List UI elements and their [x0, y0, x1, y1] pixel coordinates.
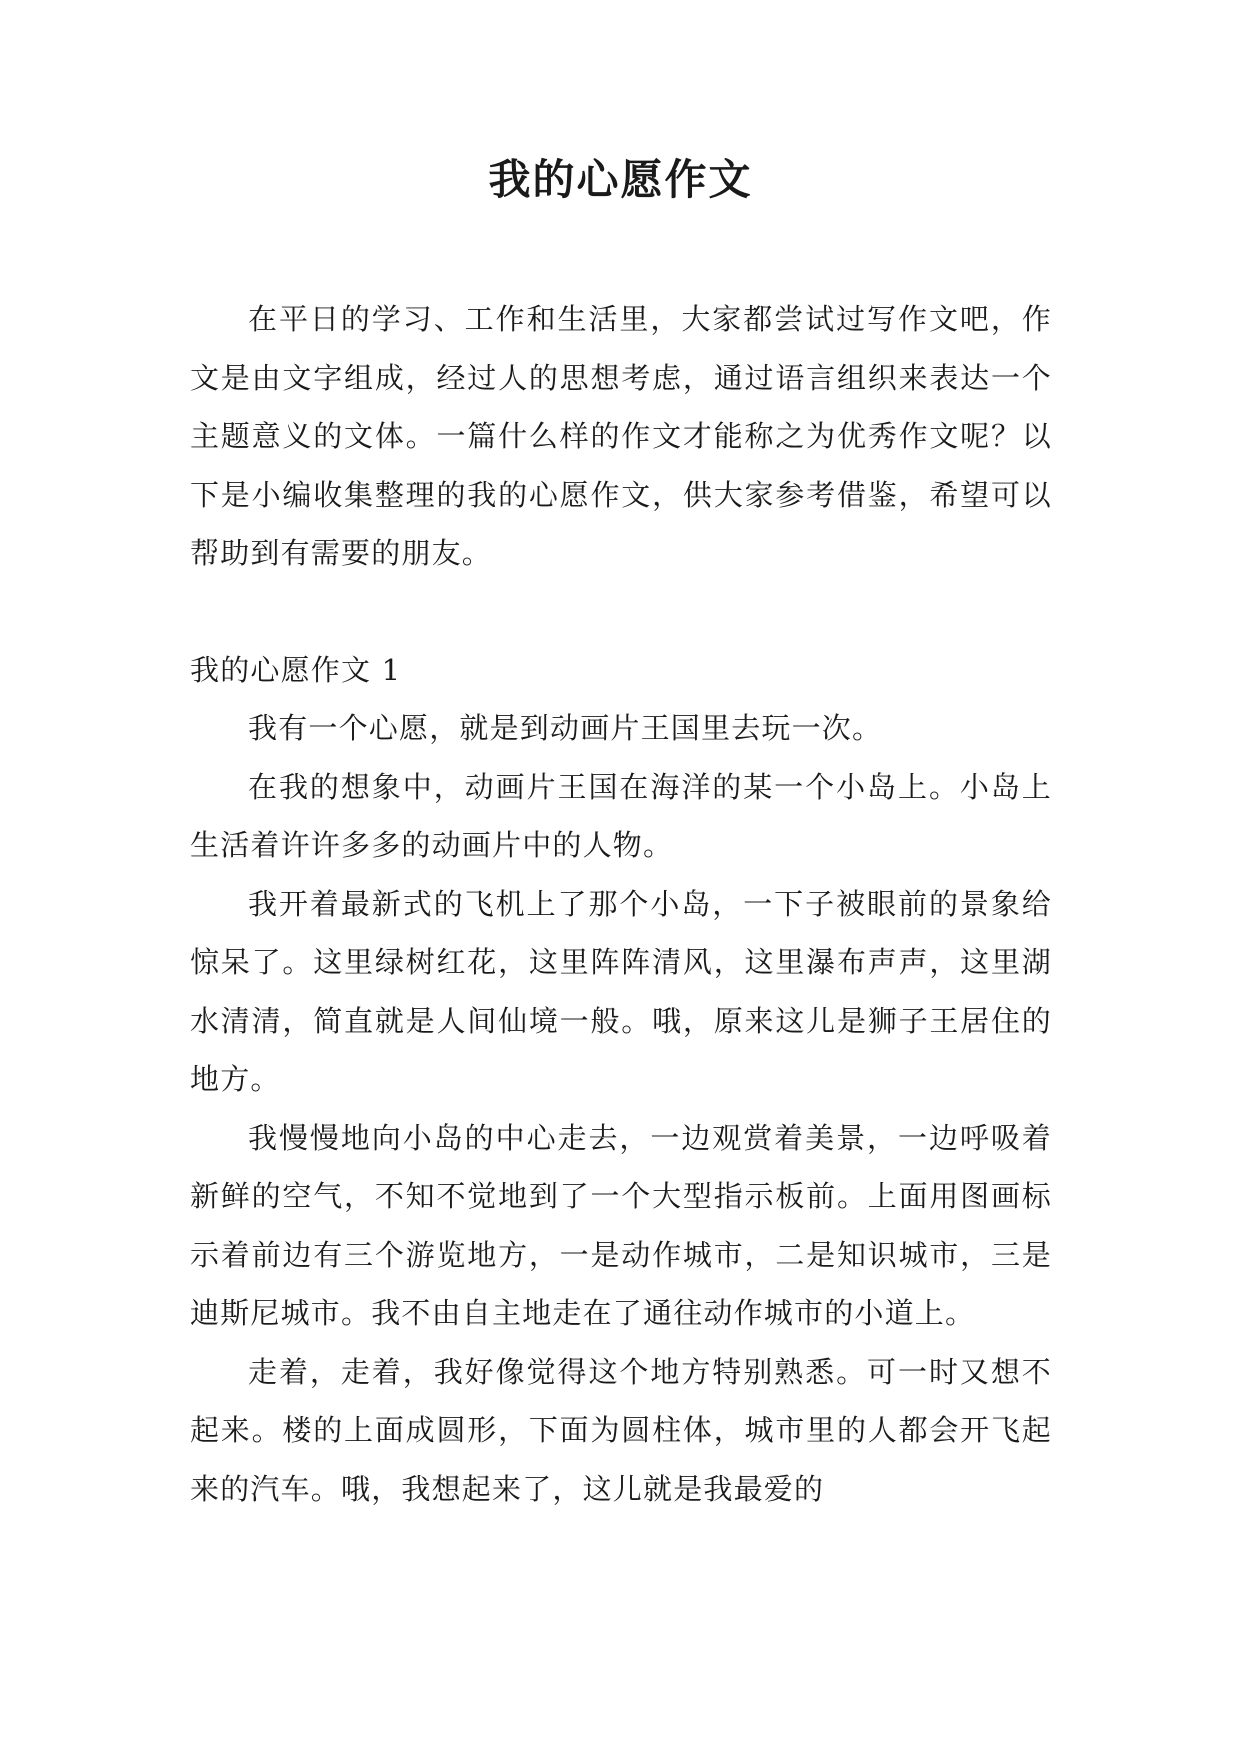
body-paragraph: 我开着最新式的飞机上了那个小岛，一下子被眼前的景象给惊呆了。这里绿树红花，这里阵阵清风，这里瀑布声声，这里湖水清清，简直就是人间仙境一般。哦，原来这儿是狮子王居住的地方。	[190, 886, 1052, 1096]
section-spacer	[190, 583, 1052, 641]
body-paragraph: 我有一个心愿，就是到动画片王国里去玩一次。	[248, 711, 883, 745]
body-paragraph: 我慢慢地向小岛的中心走去，一边观赏着美景，一边呼吸着新鲜的空气，不知不觉地到了一个大型指示板前。上面用图画标示着前边有三个游览地方，一是动作城市，二是知识城市，三是迪斯尼城市。我不由自主地走在了通往动作城市的小道上。	[190, 1120, 1052, 1330]
document-title: 我的心愿作文	[488, 155, 753, 204]
document-body	[190, 290, 1052, 1518]
body-paragraph: 在我的想象中，动画片王国在海洋的某一个小岛上。小岛上生活着许许多多的动画片中的人物。	[190, 769, 1052, 862]
intro-paragraph: 在平日的学习、工作和生活里，大家都尝试过写作文吧，作文是由文字组成，经过人的思想考虑，通过语言组织来表达一个主题意义的文体。一篇什么样的作文才能称之为优秀作文呢？以下是小编收集整理的我的心愿作文，供大家参考借鉴，希望可以帮助到有需要的朋友。	[190, 302, 1052, 570]
section-heading: 我的心愿作文 1	[190, 652, 402, 687]
body-paragraph: 走着，走着，我好像觉得这个地方特别熟悉。可一时又想不起来。楼的上面成圆形，下面为圆柱体，城市里的人都会开飞起来的汽车。哦，我想起来了，这儿就是我最爱的	[190, 1354, 1052, 1506]
